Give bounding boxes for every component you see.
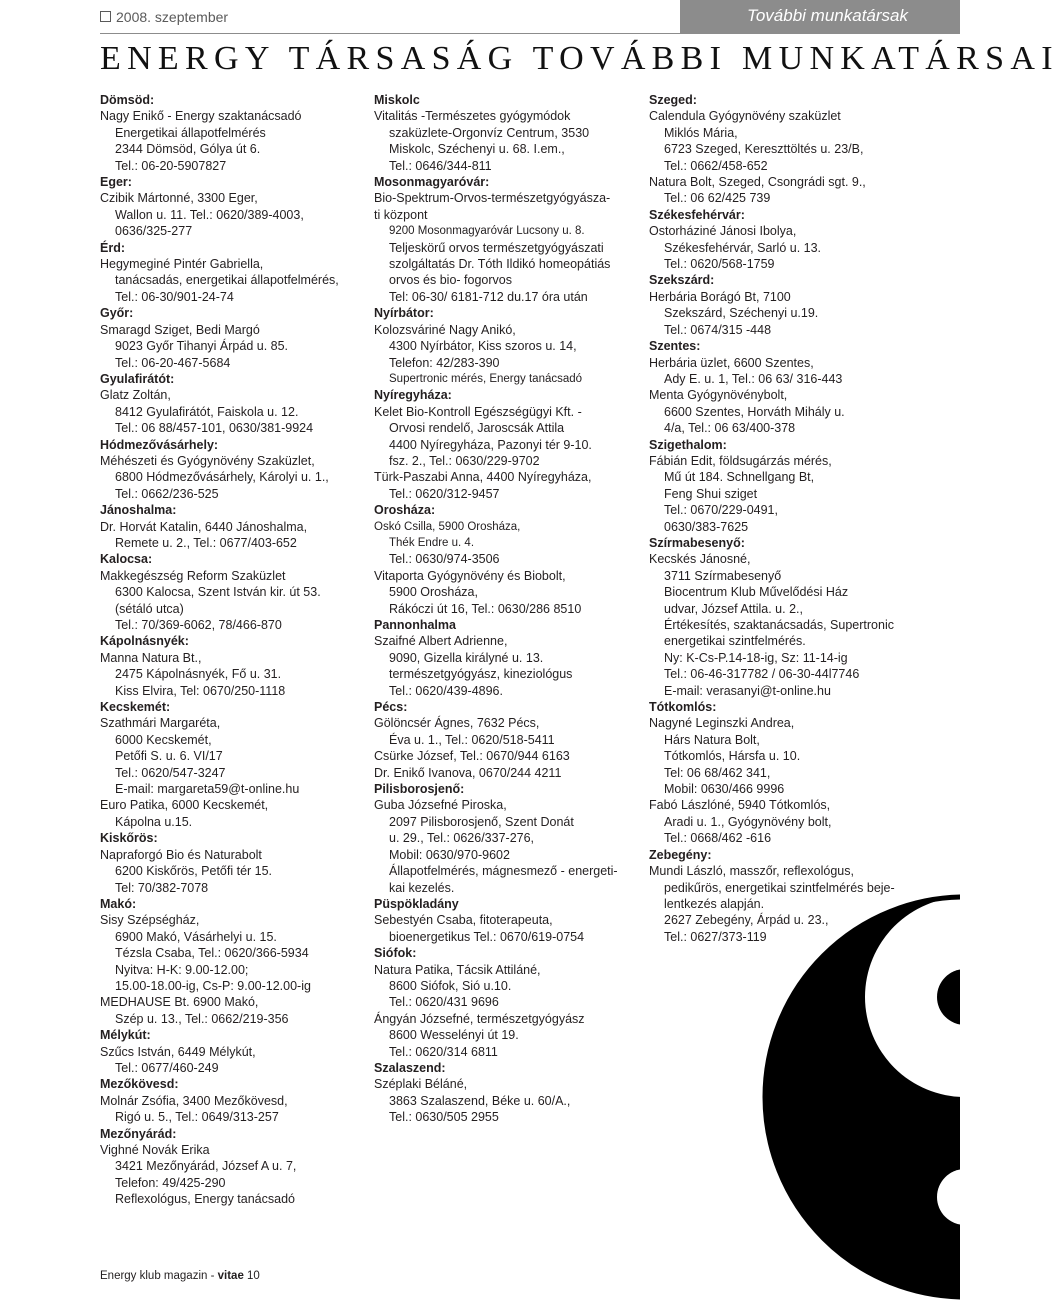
entry-line: Calendula Gyógynövény szaküzlet [649, 109, 841, 124]
entry-detail: 0636/325-277 [115, 224, 193, 239]
entry-line: Szűcs István, 6449 Mélykút, [100, 1044, 256, 1059]
entry-detail: Tel.: 0620/431 9696 [389, 995, 499, 1010]
entry-detail: Miskolc, Széchenyi u. 68. I.em., [389, 142, 565, 157]
entry-line: Széplaki Béláné, [374, 1077, 468, 1092]
entry-detail: szolgáltatás Dr. Tóth Ildikó homeopátiás [389, 257, 611, 272]
entry-detail: természetgyógyász, kineziológus [389, 667, 573, 682]
entry-detail: Tel.: 0668/462 -616 [664, 831, 772, 846]
city-heading: Pannonhalma [374, 618, 456, 632]
entry-line: Guba Józsefné Piroska, [374, 798, 507, 813]
entry-detail: 4/a, Tel.: 06 63/400-378 [664, 421, 796, 436]
entry-detail: Éva u. 1., Tel.: 0620/518-5411 [389, 732, 555, 747]
city-heading: Székesfehérvár: [649, 207, 745, 222]
issue-date: 2008. szeptember [100, 9, 228, 25]
entry-detail: Tel.: 06-20-5907827 [115, 158, 227, 173]
entry-detail: E-mail: verasanyi@t-online.hu [664, 683, 831, 698]
entry-line: Sebestyén Csaba, fitoterapeuta, [374, 913, 553, 928]
entry-line: Szaifné Albert Adrienne, [374, 634, 508, 649]
entry-detail: Tel: 70/382-7078 [115, 880, 209, 895]
directory-column-3 [649, 92, 914, 945]
brand-name: vitae [217, 1270, 244, 1282]
entry-detail: 4400 Nyíregyháza, Pazonyi tér 9-10. [389, 437, 592, 452]
entry-detail: tanácsadás, energetikai állapotfelmérés, [115, 273, 339, 288]
city-heading: Szalaszend: [374, 1060, 446, 1075]
city-heading: Makó: [100, 896, 137, 911]
entry-detail: Tel.: 06-30/901-24-74 [115, 289, 234, 304]
city-heading: Hódmezővásárhely: [100, 437, 219, 452]
entry-detail: Supertronic mérés, Energy tanácsadó [389, 372, 583, 385]
entry-line: ti központ [374, 207, 428, 222]
city-heading: Siófok: [374, 946, 417, 961]
entry-detail: fsz. 2., Tel.: 0630/229-9702 [389, 453, 540, 468]
entry-detail: 15.00-18.00-ig, Cs-P: 9.00-12.00-ig [115, 978, 311, 993]
entry-line: Dr. Enikő Ivanova, 0670/244 4211 [374, 765, 562, 780]
entry-detail: 8412 Gyulafirátót, Faiskola u. 12. [115, 404, 299, 419]
header-rule [100, 33, 960, 34]
entry-line: Napraforgó Bio és Naturabolt [100, 847, 262, 862]
city-heading: Kecskemét: [100, 700, 171, 715]
city-heading: Miskolc [374, 93, 420, 107]
entry-line: Gölöncsér Ágnes, 7632 Pécs, [374, 716, 540, 731]
entry-detail: Tel.: 0670/229-0491, [664, 503, 778, 518]
entry-detail: (sétáló utca) [115, 601, 184, 616]
entry-line: Ángyán Józsefné, természetgyógyász [374, 1011, 585, 1026]
city-heading: Kápolnásnyék: [100, 634, 189, 649]
entry-detail: 4300 Nyírbátor, Kiss szoros u. 14, [389, 339, 577, 354]
entry-detail: Miklós Mária, [664, 125, 738, 140]
city-heading: Szírmabesenyő: [649, 535, 745, 550]
city-heading: Szigethalom: [649, 437, 727, 452]
entry-line: Sisy Szépségház, [100, 913, 200, 928]
page-header [0, 0, 960, 34]
city-heading: Zebegény: [649, 847, 712, 862]
entry-detail: Biocentrum Klub Művelődési Ház [664, 585, 849, 600]
entry-detail: 2627 Zebegény, Árpád u. 23., [664, 913, 829, 928]
entry-detail: 3711 Szírmabesenyő [664, 568, 782, 583]
entry-detail: Hárs Natura Bolt, [664, 732, 760, 747]
city-heading: Mezőnyárád: [100, 1126, 177, 1141]
entry-detail: Aradi u. 1., Gyógynövény bolt, [664, 814, 832, 829]
entry-line: Hegymeginé Pintér Gabriella, [100, 257, 264, 272]
entry-detail: Thék Endre u. 4. [389, 536, 475, 549]
entry-line: Natura Bolt, Szeged, Csongrádi sgt. 9., [649, 175, 866, 190]
entry-detail: Állapotfelmérés, mágnesmező - energeti- [389, 864, 618, 879]
entry-detail: pedikűrös, energetikai szintfelmérés beje- [664, 880, 895, 895]
city-heading: Szentes: [649, 339, 701, 354]
entry-detail: Ny: K-Cs-P.14-18-ig, Sz: 11-14-ig [664, 650, 848, 665]
entry-detail: 9090, Gizella királyné u. 13. [389, 650, 544, 665]
entry-detail: Mobil: 0630/970-9602 [389, 847, 510, 862]
entry-detail: Tel.: 70/369-6062, 78/466-870 [115, 618, 282, 632]
entry-line: Nagyné Leginszki Andrea, [649, 716, 795, 731]
city-heading: Szekszárd: [649, 273, 715, 288]
entry-detail: Rákóczi út 16, Tel.: 0630/286 8510 [389, 601, 582, 616]
entry-line: Smaragd Sziget, Bedi Margó [100, 322, 260, 337]
entry-detail: Kiss Elvira, Tel: 0670/250-1118 [115, 683, 286, 698]
entry-detail: Székesfehérvár, Sarló u. 13. [664, 240, 822, 255]
entry-detail: Tel.: 0620/314 6811 [389, 1044, 498, 1059]
city-heading: Gyulafirátót: [100, 371, 175, 386]
entry-detail: Kápolna u.15. [115, 814, 193, 829]
entry-line: Vitaporta Gyógynövény és Biobolt, [374, 568, 566, 583]
city-heading: Nyírbátor: [374, 306, 434, 321]
entry-detail: 6600 Szentes, Horváth Mihály u. [664, 404, 845, 419]
entry-detail: Tézsla Csaba, Tel.: 0620/366-5934 [115, 946, 309, 961]
entry-detail: Tel.: 0662/236-525 [115, 486, 219, 501]
entry-detail: Ady E. u. 1, Tel.: 06 63/ 316-443 [664, 371, 843, 386]
section-rubric: További munkatársak [747, 6, 908, 25]
entry-detail: Rigó u. 5., Tel.: 0649/313-257 [115, 1110, 279, 1125]
entry-detail: Mű út 184. Schnellgang Bt, [664, 470, 815, 485]
entry-line: Oskó Csilla, 5900 Orosháza, [374, 520, 521, 533]
city-heading: Jánoshalma: [100, 503, 177, 518]
entry-detail: lentkezés alapján. [664, 896, 765, 911]
entry-detail: 9200 Mosonmagyaróvár Lucsony u. 8. [389, 225, 585, 238]
entry-detail: Petőfi S. u. 6. VI/17 [115, 749, 223, 764]
entry-detail: Reflexológus, Energy tanácsadó [115, 1192, 295, 1207]
entry-detail: Tel: 06 68/462 341, [664, 765, 771, 780]
directory-column-1 [100, 92, 350, 1208]
entry-line: MEDHAUSE Bt. 6900 Makó, [100, 995, 259, 1010]
section-banner [680, 0, 960, 33]
entry-line: Kecskés Jánosné, [649, 552, 751, 567]
entry-detail: Remete u. 2., Tel.: 0677/403-652 [115, 535, 297, 550]
entry-detail: 2475 Kápolnásnyék, Fő u. 31. [115, 667, 282, 682]
entry-detail: Tel.: 0620/312-9457 [389, 486, 500, 501]
city-heading: Kiskőrös: [100, 831, 158, 846]
entry-line: Molnár Zsófia, 3400 Mezőkövesd, [100, 1093, 288, 1108]
entry-line: Natura Patika, Tácsik Attiláné, [374, 962, 541, 977]
entry-detail: Tel.: 0662/458-652 [664, 158, 768, 173]
entry-line: Bio-Spektrum-Orvos-természetgyógyásza- [374, 191, 611, 206]
entry-line: Herbária Borágó Bt, 7100 [649, 289, 791, 304]
entry-detail: 8600 Wesselényi út 19. [389, 1028, 519, 1043]
city-heading: Dömsöd: [100, 93, 155, 107]
entry-line: Kelet Bio-Kontroll Egészségügyi Kft. - [374, 404, 582, 419]
entry-detail: Tel.: 06-46-317782 / 06-30-44l7746 [664, 667, 860, 682]
entry-detail: Tel.: 0630/974-3506 [389, 552, 500, 567]
entry-detail: Telefon: 49/425-290 [115, 1175, 226, 1190]
city-heading: Orosháza: [374, 503, 436, 518]
entry-detail: Szekszárd, Széchenyi u.19. [664, 306, 819, 321]
entry-line: Vitalitás -Természetes gyógymódok [374, 109, 571, 124]
entry-detail: Tel.: 0674/315 -448 [664, 322, 772, 337]
city-heading: Szeged: [649, 93, 697, 107]
entry-detail: kai kezelés. [389, 880, 455, 895]
entry-detail: Tel.: 06-20-467-5684 [115, 355, 231, 370]
entry-detail: 3421 Mezőnyárád, József A u. 7, [115, 1159, 297, 1174]
city-heading: Győr: [100, 306, 134, 321]
entry-detail: Energetikai állapotfelmérés [115, 125, 266, 140]
entry-detail: 2344 Dömsöd, Gólya út 6. [115, 142, 261, 157]
entry-detail: u. 29., Tel.: 0626/337-276, [389, 831, 535, 846]
entry-detail: Wallon u. 11. Tel.: 0620/389-4003, [115, 207, 304, 222]
entry-detail: Tótkomlós, Hársfa u. 10. [664, 749, 801, 764]
page-title: ENERGY TÁRSASÁG TOVÁBBI MUNKATÁRSAI [100, 40, 1059, 77]
entry-line: Vighné Novák Erika [100, 1143, 210, 1157]
entry-detail: Szép u. 13., Tel.: 0662/219-356 [115, 1011, 289, 1026]
entry-line: Dr. Horvát Katalin, 6440 Jánoshalma, [100, 519, 308, 534]
city-heading: Püspökladány [374, 896, 459, 911]
entry-detail: 6200 Kiskőrös, Petőfi tér 15. [115, 864, 273, 879]
city-heading: Eger: [100, 175, 132, 190]
entry-detail: Értékesítés, szaktanácsadás, Supertronic [664, 618, 894, 632]
entry-detail: Tel.: 0677/460-249 [115, 1060, 219, 1075]
city-heading: Kalocsa: [100, 552, 153, 567]
entry-line: Menta Gyógynövénybolt, [649, 388, 788, 403]
entry-detail: 6800 Hódmezővásárhely, Károlyi u. 1., [115, 470, 329, 485]
entry-detail: 0630/383-7625 [664, 519, 749, 534]
directory-column-2 [374, 92, 629, 1126]
entry-detail: 6300 Kalocsa, Szent István kir. út 53. [115, 585, 321, 600]
entry-detail: Telefon: 42/283-390 [389, 355, 500, 370]
entry-detail: Tel.: 06 62/425 739 [664, 191, 771, 206]
entry-detail: Nyitva: H-K: 9.00-12.00; [115, 962, 249, 977]
entry-line: Fabó Lászlóné, 5940 Tótkomlós, [649, 798, 831, 813]
city-heading: Mosonmagyaróvár: [374, 175, 490, 190]
entry-line: Manna Natura Bt., [100, 650, 202, 665]
entry-detail: energetikai szintfelmérés. [664, 634, 806, 649]
yin-yang-icon [735, 892, 960, 1302]
entry-detail: 6723 Szeged, Kereszttöltés u. 23/B, [664, 142, 864, 157]
entry-detail: 8600 Siófok, Sió u.10. [389, 978, 512, 993]
city-heading: Pécs: [374, 700, 408, 715]
entry-detail: bioenergetikus Tel.: 0670/619-0754 [389, 929, 585, 944]
entry-detail: szaküzlete-Orgonvíz Centrum, 3530 [389, 125, 590, 140]
entry-detail: Tel.: 0630/505 2955 [389, 1110, 499, 1125]
entry-detail: Tel: 06-30/ 6181-712 du.17 óra után [389, 289, 588, 304]
city-heading: Nyíregyháza: [374, 388, 452, 403]
page-footer: Energy klub magazin - vitae 10 [100, 1270, 260, 1282]
entry-detail: Orvosi rendelő, Jaroscsák Attila [389, 421, 565, 436]
entry-detail: Tel.: 0627/373-119 [664, 929, 767, 944]
checkbox-square-icon [100, 11, 111, 22]
city-heading: Mélykút: [100, 1028, 151, 1043]
entry-line: Türk-Paszabi Anna, 4400 Nyíregyháza, [374, 470, 592, 485]
entry-detail: Tel.: 0620/547-3247 [115, 765, 226, 780]
city-heading: Pilisborosjenő: [374, 782, 465, 797]
entry-line: Kolozsváriné Nagy Anikó, [374, 322, 516, 337]
entry-detail: Feng Shui sziget [664, 486, 758, 501]
city-heading: Mezőkövesd: [100, 1077, 179, 1092]
entry-line: Méhészeti és Gyógynövény Szaküzlet, [100, 453, 315, 468]
entry-detail: 2097 Pilisborosjenő, Szent Donát [389, 814, 574, 829]
entry-line: Euro Patika, 6000 Kecskemét, [100, 798, 269, 813]
entry-line: Csürke József, Tel.: 0670/944 6163 [374, 749, 570, 764]
entry-line: Czibik Mártonné, 3300 Eger, [100, 191, 258, 206]
entry-detail: 3863 Szalaszend, Béke u. 60/A., [389, 1093, 571, 1108]
entry-detail: Tel.: 0620/568-1759 [664, 257, 775, 272]
entry-detail: 9023 Győr Tihanyi Árpád u. 85. [115, 339, 289, 354]
entry-detail: Tel.: 06 88/457-101, 0630/381-9924 [115, 421, 314, 436]
entry-line: Makkegészség Reform Szaküzlet [100, 568, 286, 583]
entry-detail: 6900 Makó, Vásárhelyi u. 15. [115, 929, 277, 944]
entry-line: Nagy Enikő - Energy szaktanácsadó [100, 109, 302, 124]
entry-line: Herbária üzlet, 6600 Szentes, [649, 355, 814, 370]
entry-line: Szathmári Margaréta, [100, 716, 221, 731]
city-heading: Tótkomlós: [649, 700, 717, 715]
entry-detail: Teljeskörű orvos természetgyógyászati [389, 240, 604, 255]
entry-detail: Tel.: 0620/439-4896. [389, 683, 503, 698]
entry-line: Ostorháziné Jánosi Ibolya, [649, 224, 797, 239]
entry-line: Fábián Edit, földsugárzás mérés, [649, 453, 832, 468]
entry-detail: E-mail: margareta59@t-online.hu [115, 782, 300, 797]
entry-line: Glatz Zoltán, [100, 388, 171, 403]
entry-detail: udvar, József Attila. u. 2., [664, 601, 803, 616]
entry-detail: Mobil: 0630/466 9996 [664, 782, 785, 797]
entry-detail: 6000 Kecskemét, [115, 732, 212, 747]
entry-line: Mundi László, masszőr, reflexológus, [649, 864, 854, 879]
city-heading: Érd: [100, 240, 125, 255]
entry-detail: 5900 Orosháza, [389, 585, 478, 600]
entry-detail: Tel.: 0646/344-811 [389, 158, 492, 173]
entry-detail: orvos és bio- fogorvos [389, 273, 512, 288]
